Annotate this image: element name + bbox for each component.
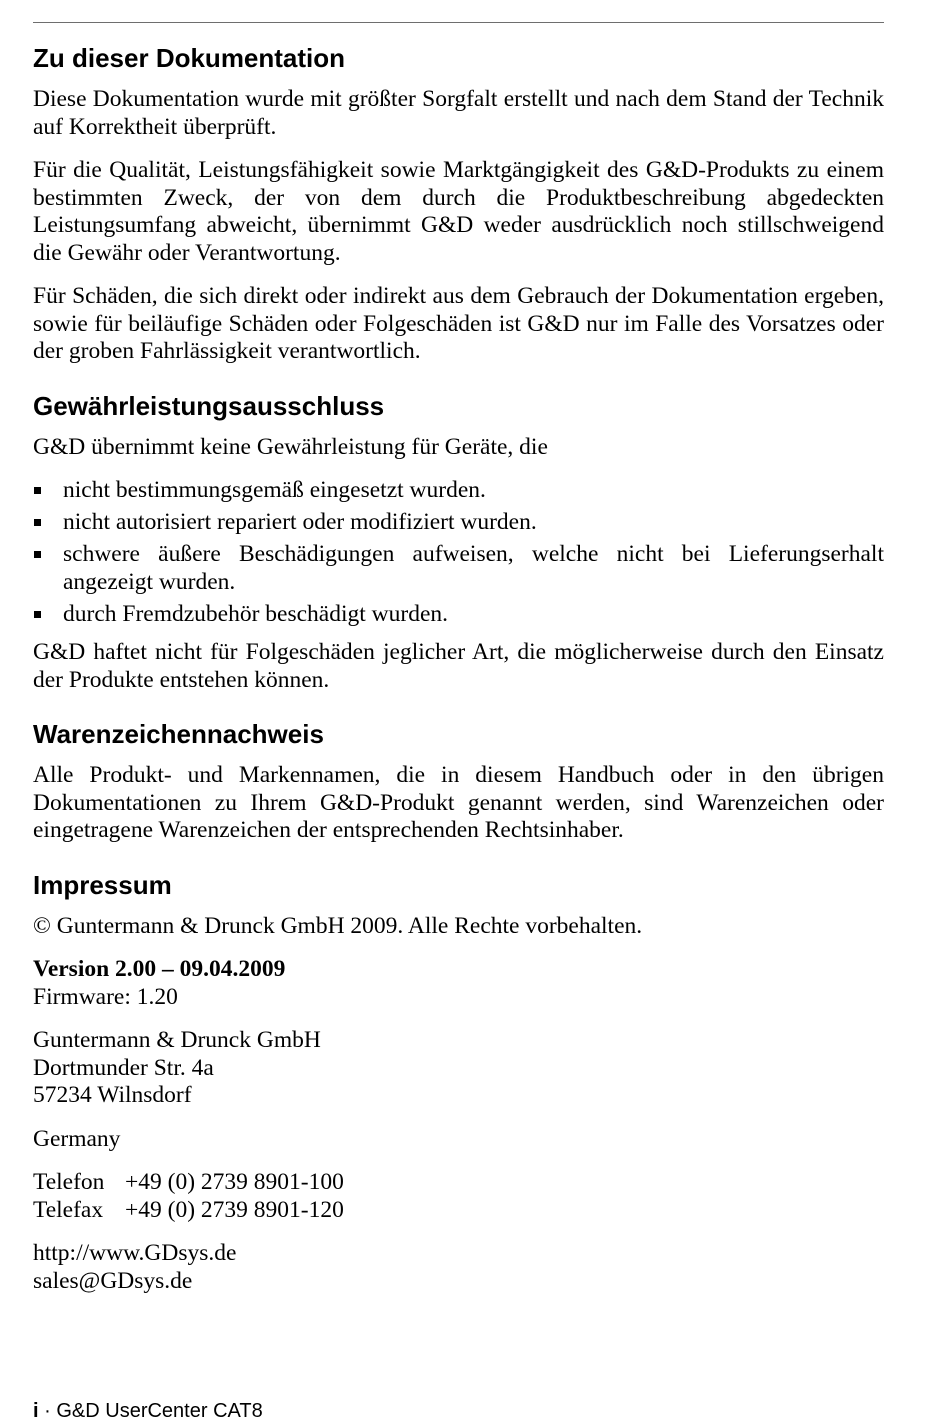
phone-line xyxy=(33,1169,884,1197)
section-heading-imprint: Impressum xyxy=(33,869,172,900)
section-heading-documentation: Zu dieser Dokumentation xyxy=(33,43,346,73)
copyright-notice: © Guntermann & Drunck GmbH 2009. Alle Rechte vorbehalten. xyxy=(33,912,643,939)
firmware-line: Firmware: 1.20 xyxy=(33,983,178,1010)
phone-label: Telefon xyxy=(33,1169,105,1195)
section-heading-warranty: Gewährleistungsausschluss xyxy=(33,390,385,421)
documentation-paragraph-2: Für die Qualität, Leistungsfähigkeit sowie Marktgängigkeit des G&D-Produkts zu einem bestimmten Zweck, der von dem durch die Produktbeschreibung abgedeckten Leistungsumfang abweicht, übernimmt G&D weder ausdrücklich noch stillschweigend die Gewähr oder Verantwortung. xyxy=(33,157,884,266)
square-bullet-icon xyxy=(34,519,41,526)
documentation-paragraph-3: Für Schäden, die sich direkt oder indirekt aus dem Gebrauch der Dokumentation ergeben, sowie für beiläufige Schäden oder Folgeschäden ist G&D nur im Falle des Vorsatzes oder der groben Fahrlässigkeit verantwortlich. xyxy=(33,283,884,364)
trademarks-paragraph: Alle Produkt- und Markennamen, die in diesem Handbuch oder in den übrigen Dokumentationen zu Ihrem G&D-Produkt genannt werden, sind Warenzeichen oder eingetragene Warenzeichen der entsprechenden Rechtsinhaber. xyxy=(33,762,884,843)
warranty-outro: G&D haftet nicht für Folgeschäden jeglicher Art, die möglicherweise durch den Einsatz der Produkte entstehen können. xyxy=(33,639,884,693)
section-heading-trademarks: Warenzeichennachweis xyxy=(33,719,324,749)
company-name: Guntermann & Drunck GmbH xyxy=(33,1027,321,1053)
version-line: Version 2.00 – 09.04.2009 xyxy=(33,956,286,982)
top-rule xyxy=(33,22,884,23)
square-bullet-icon xyxy=(34,611,41,618)
fax-label: Telefax xyxy=(33,1196,104,1223)
warranty-exclusion-list xyxy=(33,477,884,628)
website-link[interactable]: http://www.GDsys.de xyxy=(33,1240,237,1266)
list-item: schwere äußere Beschädigungen aufweisen, welche nicht bei Lieferungserhalt angezeigt wurden. xyxy=(33,541,884,596)
list-item: durch Fremdzubehör beschädigt wurden. xyxy=(33,601,884,629)
list-item: nicht autorisiert repariert oder modifiziert wurden. xyxy=(33,509,884,537)
document-body xyxy=(33,40,884,1295)
company-city: 57234 Wilnsdorf xyxy=(33,1082,192,1108)
fax-line xyxy=(33,1197,884,1225)
fax-number: +49 (0) 2739 8901-120 xyxy=(125,1196,344,1223)
square-bullet-icon xyxy=(34,487,41,494)
documentation-paragraph-1: Diese Dokumentation wurde mit größter Sorgfalt erstellt und nach dem Stand der Technik auf Korrektheit überprüft. xyxy=(33,86,884,140)
company-street: Dortmunder Str. 4a xyxy=(33,1054,214,1081)
company-country: Germany xyxy=(33,1125,121,1152)
page-footer xyxy=(33,1398,263,1424)
footer-title: G&D UserCenter CAT8 xyxy=(56,1400,263,1422)
footer-separator: · xyxy=(44,1400,51,1422)
page-number: i xyxy=(33,1400,39,1422)
email-link[interactable]: sales@GDsys.de xyxy=(33,1267,193,1294)
list-item: nicht bestimmungsgemäß eingesetzt wurden. xyxy=(33,477,884,505)
square-bullet-icon xyxy=(34,551,41,558)
warranty-intro: G&D übernimmt keine Gewährleistung für Geräte, die xyxy=(33,433,548,460)
phone-number: +49 (0) 2739 8901-100 xyxy=(125,1169,344,1195)
